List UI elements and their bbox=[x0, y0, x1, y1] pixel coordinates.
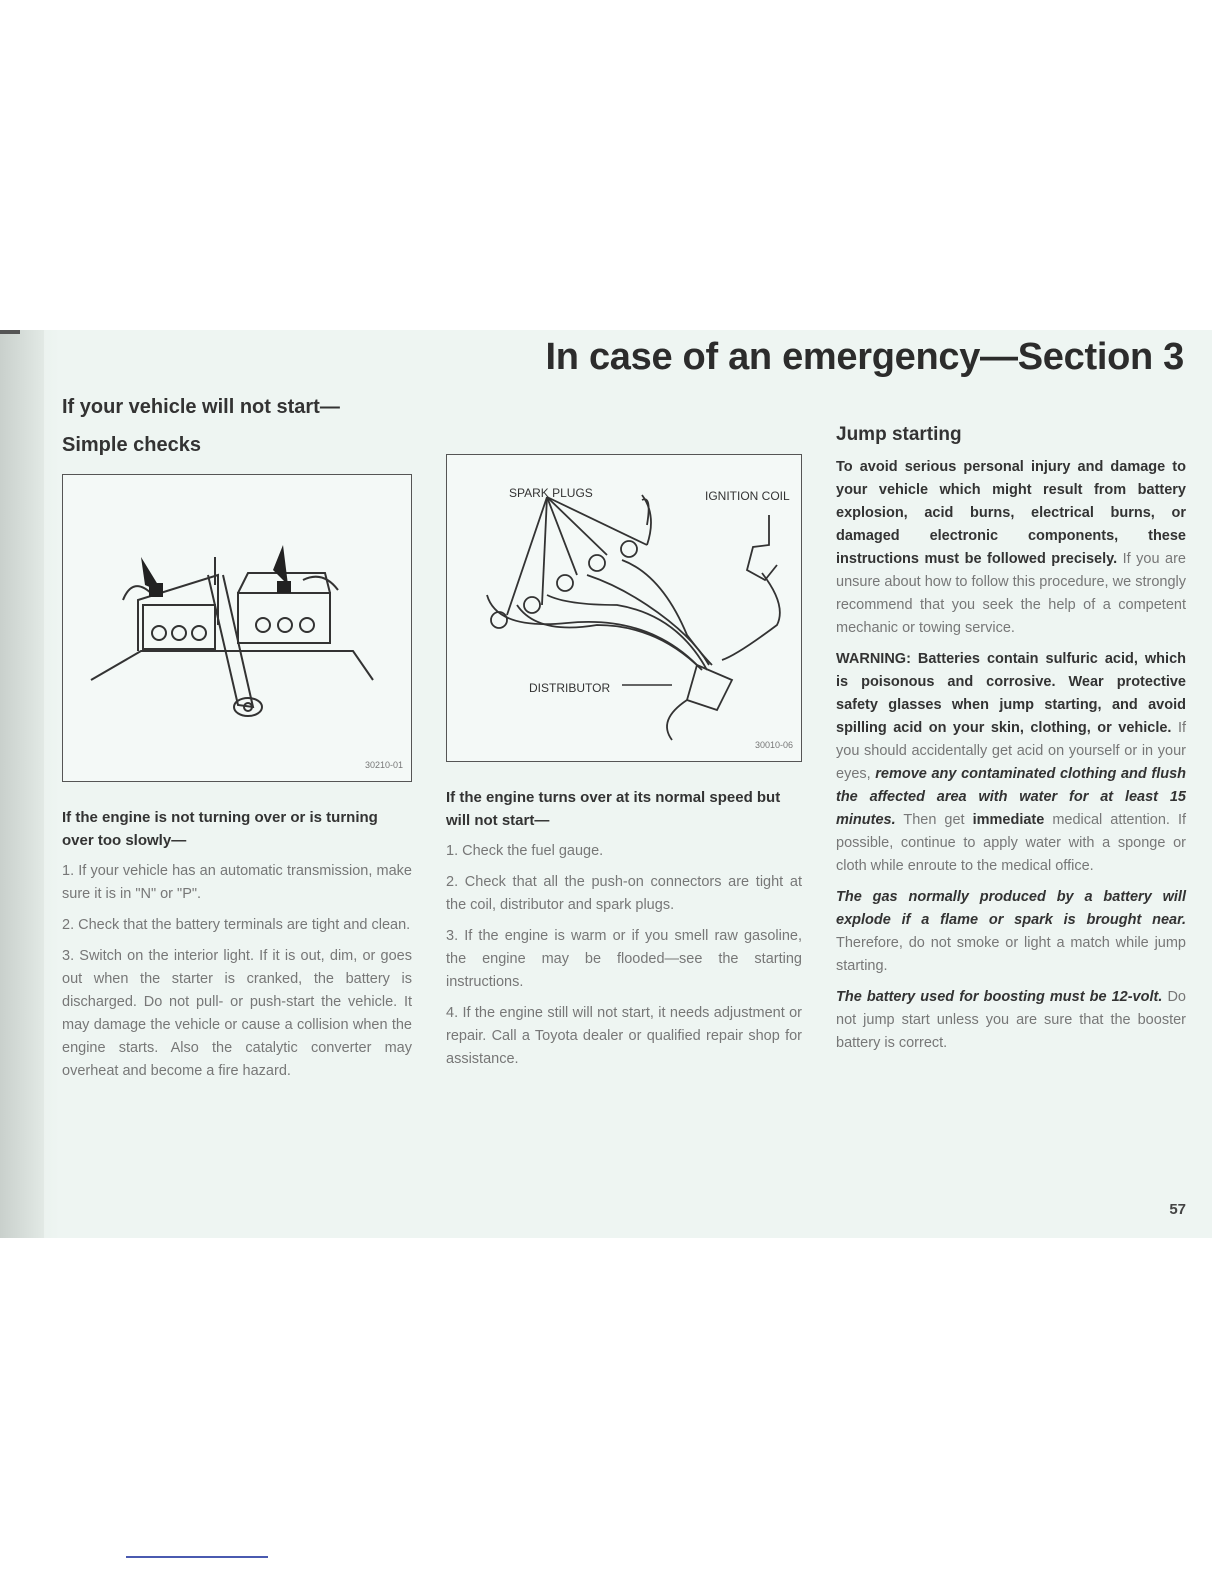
middle-subheading: If the engine turns over at its normal speed but will not start— bbox=[446, 789, 781, 829]
spine-mark bbox=[0, 330, 20, 334]
battery-terminals-figure bbox=[62, 474, 412, 782]
jump-p2-bold2: immediate bbox=[972, 812, 1045, 828]
left-item-2: 2. Check that the battery terminals are tight and clean. bbox=[62, 917, 411, 933]
page-number: 57 bbox=[1169, 1201, 1186, 1218]
jump-p1-bold: To avoid serious personal injury and damage to your vehicle which might result from battery explosion, acid burns, electrical burns, or damaged electronic components, these instructions must be followed precisely. bbox=[836, 459, 1186, 567]
middle-item-2: 2. Check that all the push-on connectors are tight at the coil, distributor and spark plugs. bbox=[446, 874, 802, 913]
middle-item-1: 1. Check the fuel gauge. bbox=[446, 843, 604, 859]
jump-starting-heading: Jump starting bbox=[836, 424, 962, 445]
left-subheading: If the engine is not turning over or is turning over too slowly— bbox=[62, 809, 378, 849]
jump-p2-normal3: medical attention. If possible, continue to apply water with a sponge or cloth while enroute to the medical office. bbox=[836, 812, 1186, 874]
jump-paragraph-4 bbox=[836, 986, 1186, 1055]
jump-paragraph-2 bbox=[836, 648, 1186, 878]
middle-column bbox=[446, 450, 802, 1079]
distributor-label: DISTRIBUTOR bbox=[529, 681, 611, 695]
figure-code: 30210-01 bbox=[364, 760, 403, 770]
left-heading-line2: Simple checks bbox=[62, 434, 201, 456]
bottom-rule bbox=[126, 1556, 268, 1558]
battery-illustration bbox=[63, 475, 410, 781]
figure-code: 30010-06 bbox=[754, 740, 793, 750]
jump-p4-normal: Do not jump start unless you are sure that the booster battery is correct. bbox=[836, 989, 1186, 1051]
ignition-coil-label: IGNITION COIL bbox=[705, 489, 790, 503]
left-item-1: 1. If your vehicle has an automatic transmission, make sure it is in "N" or "P". bbox=[62, 863, 412, 902]
book-spine-shadow bbox=[0, 330, 44, 1238]
jump-paragraph-3 bbox=[836, 886, 1186, 978]
left-column bbox=[62, 392, 412, 1091]
jump-p3-italic: The gas normally produced by a battery will explode if a flame or spark is brought near. bbox=[836, 889, 1186, 928]
left-heading-line1: If your vehicle will not start— bbox=[62, 396, 340, 418]
jump-p3-normal: Therefore, do not smoke or light a match while jump starting. bbox=[836, 935, 1186, 974]
left-item-3: 3. Switch on the interior light. If it is out, dim, or goes out when the starter is cranked, the battery is discharged. Do not pull- or push-start the vehicle. It may damage the vehicle or cause a collision when the engine starts. Also the catalytic converter may overheat and become a fire hazard. bbox=[62, 948, 412, 1079]
section-title: In case of an emergency—Section 3 bbox=[545, 336, 1184, 378]
middle-item-4: 4. If the engine still will not start, it needs adjustment or repair. Call a Toyota dealer or qualified repair shop for assistance. bbox=[446, 1005, 802, 1067]
ignition-system-figure bbox=[446, 454, 802, 762]
manual-page bbox=[0, 330, 1212, 1238]
middle-item-3: 3. If the engine is warm or if you smell raw gasoline, the engine may be flooded—see the starting instructions. bbox=[446, 928, 802, 990]
jump-p2-italic: remove any contaminated clothing and flush the affected area with water for at least 15 minutes. bbox=[836, 766, 1186, 828]
jump-p4-italic: The battery used for boosting must be 12-volt. bbox=[836, 989, 1163, 1005]
jump-paragraph-1 bbox=[836, 456, 1186, 640]
jump-p2-normal2: Then get bbox=[895, 812, 973, 828]
jump-p2-bold: WARNING: Batteries contain sulfuric acid, which is poisonous and corrosive. Wear protective safety glasses when jump starting, and avoid spilling acid on your skin, clothing, or vehicle. bbox=[836, 651, 1186, 736]
jump-p1-normal: If you are unsure about how to follow this procedure, we strongly recommend that you seek the help of a competent mechanic or towing service. bbox=[836, 551, 1186, 636]
spark-plugs-label: SPARK PLUGS bbox=[509, 486, 593, 500]
jump-p2-normal1: If you should accidentally get acid on yourself or in your eyes, bbox=[836, 720, 1186, 782]
right-column bbox=[836, 420, 1186, 1063]
